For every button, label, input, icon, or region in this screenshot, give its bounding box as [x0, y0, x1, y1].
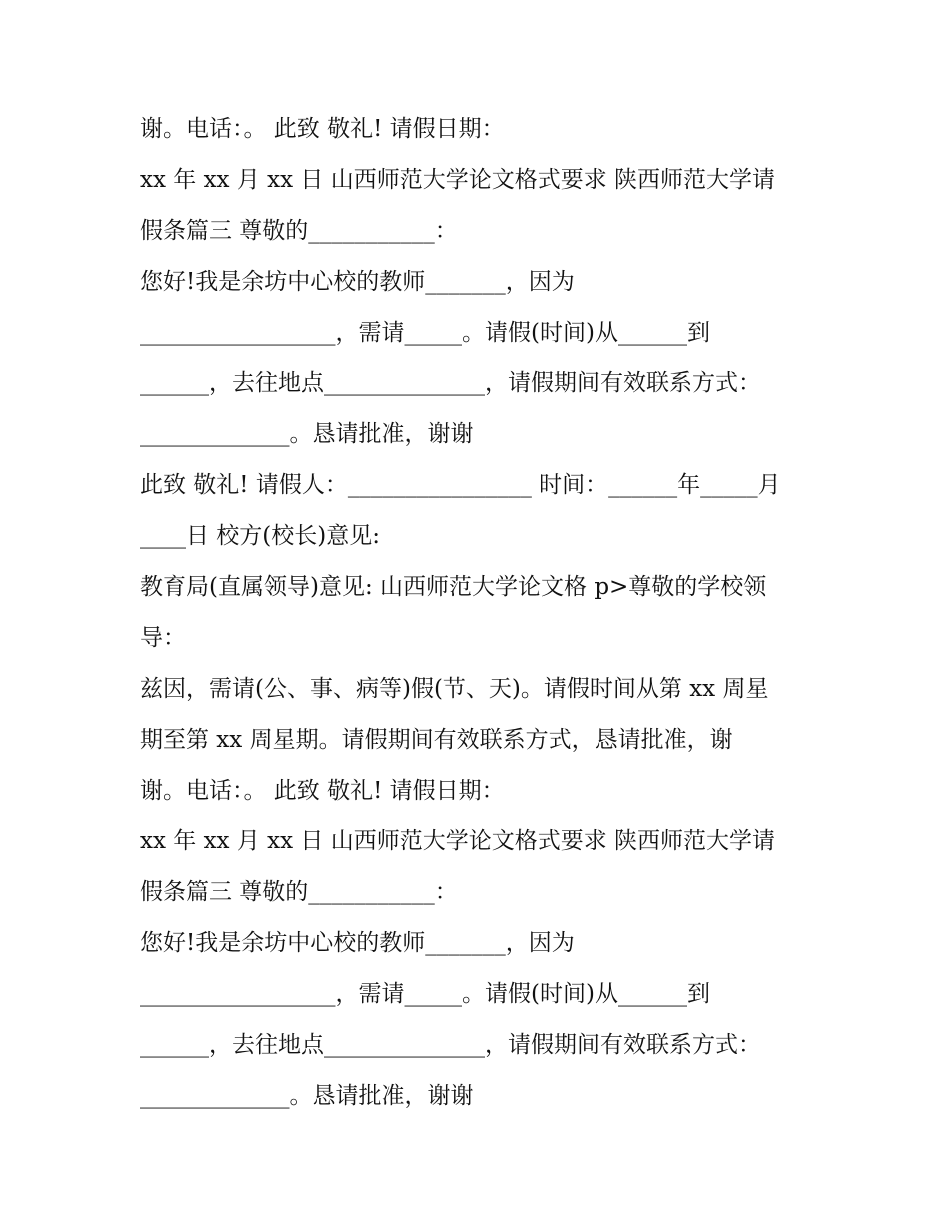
text-line: 谢。电话：。 此致 敬礼! 请假日期：	[140, 777, 505, 804]
text-line: _____________。恳请批准，谢谢	[140, 421, 474, 448]
text-line: 假条篇三 尊敬的___________：	[140, 217, 458, 244]
text-line: 兹因，需请(公、事、病等)假(节、天)。请假时间从第 xx 周星	[140, 675, 769, 702]
text-line: 此致 敬礼! 请假人：________________ 时间：______年_____月	[140, 472, 781, 499]
text-line: 您好!我是余坊中心校的教师_______，因为	[140, 268, 575, 295]
text-line: 期至第 xx 周星期。请假期间有效联系方式，恳请批准，谢	[140, 726, 733, 753]
text-line: _________________，需请_____。请假(时间)从______到	[140, 981, 710, 1008]
text-line: ______，去往地点______________，请假期间有效联系方式：	[140, 370, 761, 397]
document-body	[140, 104, 840, 1122]
text-line: 假条篇三 尊敬的___________：	[140, 879, 458, 906]
text-line: _________________，需请_____。请假(时间)从______到	[140, 319, 710, 346]
text-line: ______，去往地点______________，请假期间有效联系方式：	[140, 1032, 761, 1059]
text-line: xx 年 xx 月 xx 日 山西师范大学论文格式要求 陕西师范大学请	[140, 828, 776, 855]
text-line: 您好!我是余坊中心校的教师_______，因为	[140, 930, 575, 957]
text-line: 谢。电话：。 此致 敬礼! 请假日期：	[140, 116, 505, 142]
text-line: ____日 校方(校长)意见:	[140, 523, 381, 550]
text-line: 导：	[140, 624, 186, 651]
text-line: xx 年 xx 月 xx 日 山西师范大学论文格式要求 陕西师范大学请	[140, 166, 776, 193]
text-line: 教育局(直属领导)意见: 山西师范大学论文格 p>尊敬的学校领	[140, 574, 767, 601]
text-line: _____________。恳请批准，谢谢	[140, 1082, 474, 1109]
